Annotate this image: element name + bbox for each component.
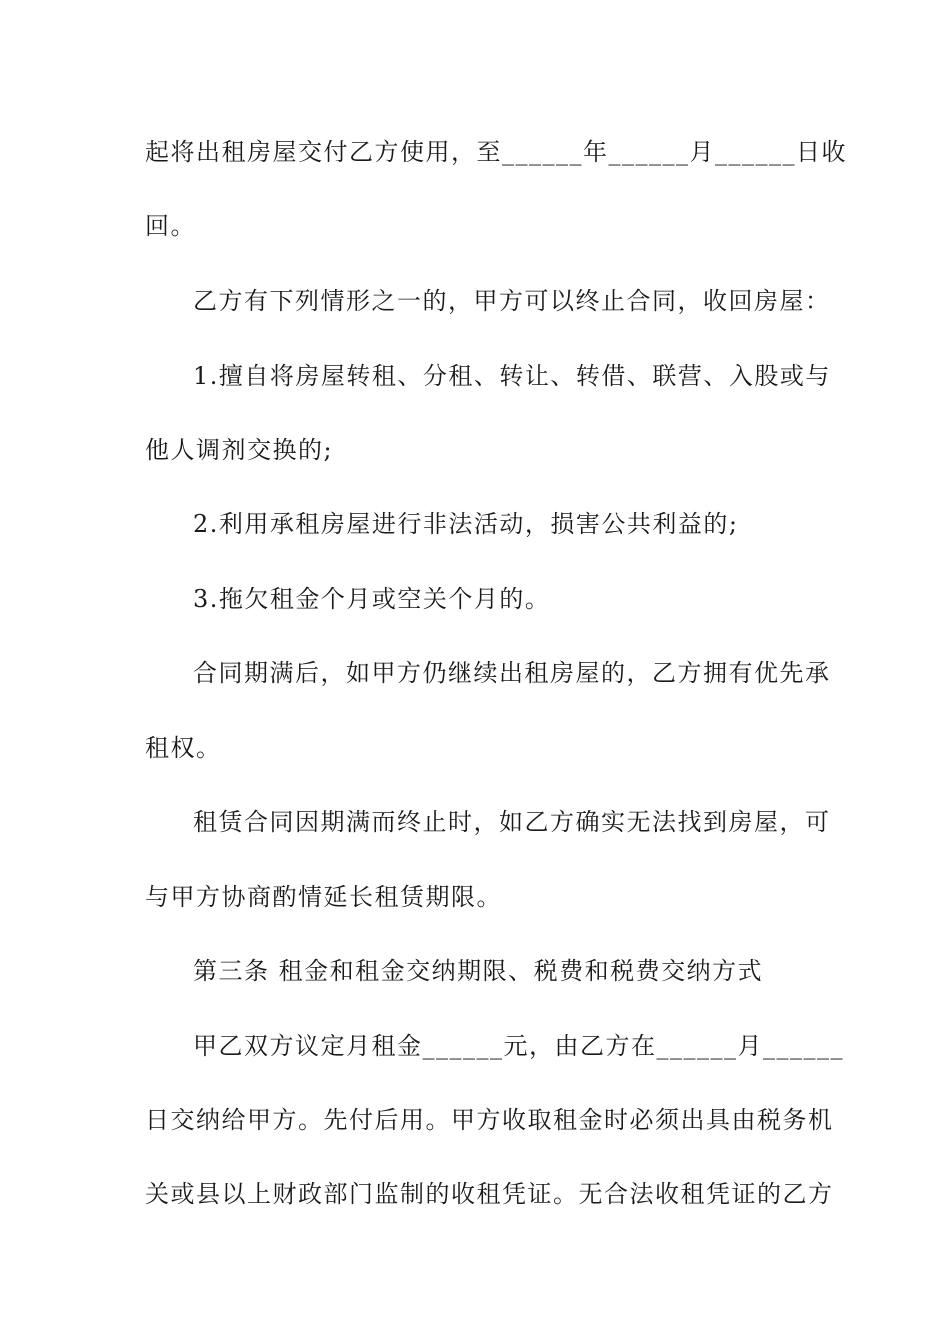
paragraph-line-3: 乙方有下列情形之一的，甲方可以终止合同，收回房屋： [193, 287, 831, 315]
paragraph-line-13: 甲乙双方议定月租金______元，由乙方在______月______ [193, 1032, 844, 1060]
list-item-1-line-1: 1.擅自将房屋转租、分租、转让、转借、联营、入股或与 [193, 362, 831, 390]
paragraph-line-15: 关或县以上财政部门监制的收租凭证。无合法收租凭证的乙方 [145, 1180, 834, 1208]
paragraph-line-14: 日交纳给甲方。先付后用。甲方收取租金时必须出具由税务机 [145, 1106, 834, 1134]
paragraph-line-10: 租赁合同因期满而终止时，如乙方确实无法找到房屋，可 [193, 808, 831, 836]
paragraph-line-1: 起将出租房屋交付乙方使用，至______年______月______日收 [145, 138, 847, 166]
list-item-2: 2.利用承租房屋进行非法活动，损害公共利益的; [193, 510, 739, 538]
paragraph-line-11: 与甲方协商酌情延长租赁期限。 [145, 883, 502, 911]
list-item-1-line-2: 他人调剂交换的; [145, 436, 334, 464]
paragraph-line-9: 租权。 [145, 734, 222, 762]
list-item-3: 3.拖欠租金个月或空关个月的。 [193, 585, 551, 613]
section-heading-article-3: 第三条 租金和租金交纳期限、税费和税费交纳方式 [193, 957, 764, 985]
paragraph-line-8: 合同期满后，如甲方仍继续出租房屋的，乙方拥有优先承 [193, 659, 831, 687]
paragraph-line-2: 回。 [145, 212, 196, 240]
